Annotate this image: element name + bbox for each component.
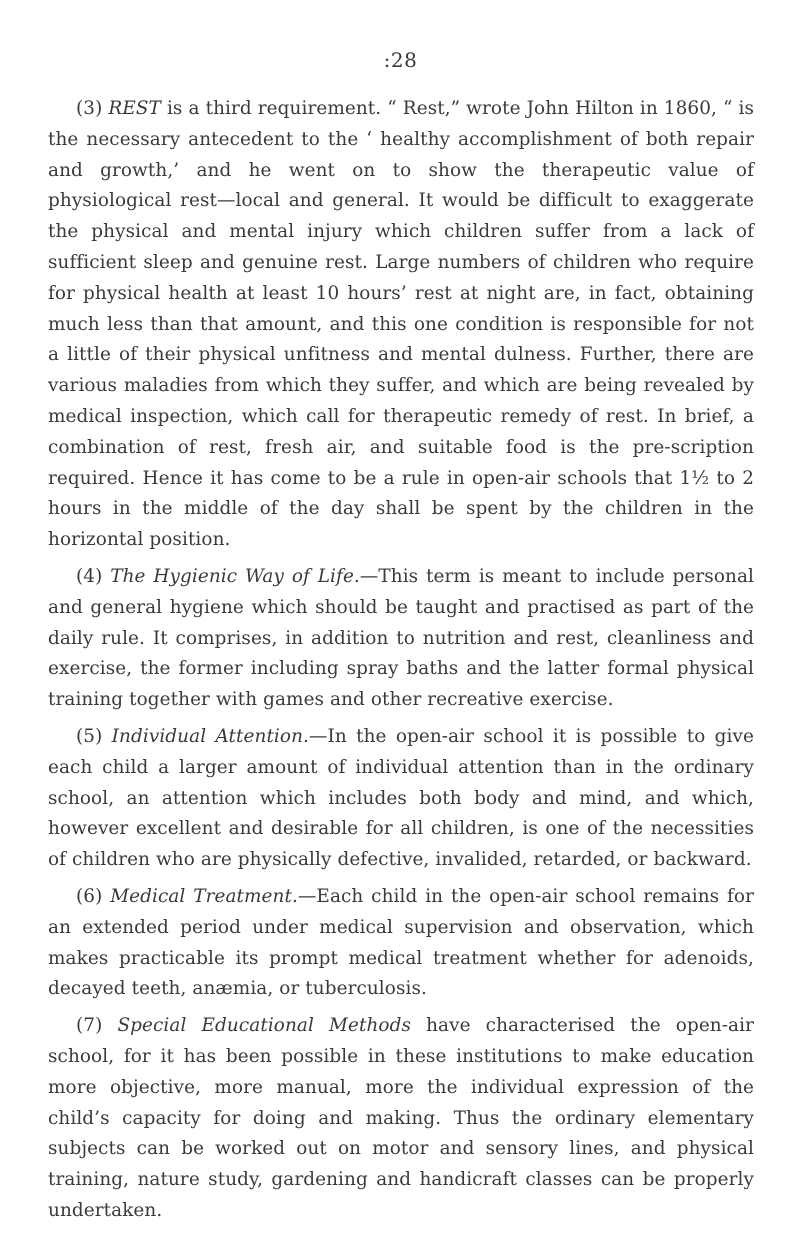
paragraph-body: have characterised the open-air school, for it has been possible in these institutions to make education more objective, more manual, more the individual expression of the child’s capacity for doing and making. Thus the ordinary elementary subjects can be worked out on motor and sensory lines, and physical training, nature study, gardening and handicraft classes can be properly undertaken. <box>48 1015 754 1221</box>
paragraph-rest <box>48 94 754 556</box>
paragraph-body: —This term is meant to include personal and general hygiene which should be taught and practised as part of the daily rule. It comprises, in addition to nutrition and rest, cleanliness and exercise, the former including spray baths and the latter formal physical training together with games and other recreative exercise. <box>48 565 754 711</box>
paragraph-number: (4) <box>76 565 103 587</box>
body-text <box>48 94 754 1233</box>
paragraph-heading: The Hygienic Way of Life. <box>110 565 360 587</box>
paragraph-body: —Each child in the open-air school remains for an extended period under medical supervision and observation, which makes practicable its prompt medical treatment whether for adenoids, decayed teeth, anæmia, or tuberculosis. <box>48 885 754 1000</box>
paragraph-heading: Medical Treatment. <box>110 885 298 907</box>
paragraph-number: (5) <box>76 725 103 747</box>
paragraph-number: (6) <box>76 885 103 907</box>
paragraph-hygienic-way <box>48 562 754 716</box>
paragraph-heading: Special Educational Methods <box>117 1015 411 1037</box>
paragraph-individual-attention <box>48 722 754 876</box>
paragraph-body: —In the open-air school it is possible to give each child a larger amount of individual attention than in the ordinary school, an attention which includes both body and mind, and which, however excellent and desirable for all children, is one of the necessities of children who are physically defective, invalided, retarded, or backward. <box>48 725 754 871</box>
paragraph-heading: Individual Attention. <box>111 725 309 747</box>
page-number: :28 <box>383 48 418 72</box>
paragraph-number: (3) <box>76 98 103 119</box>
paragraph-body: is a third requirement. “ Rest,” wrote John Hilton in 1860, “ is the necessary antecedent to the ‘ healthy accomplishment of both repair and growth,’ and he went on to show the therapeutic value of physiological rest—local and general. It would be difficult to exaggerate the physical and mental injury which children suffer from a lack of sufficient sleep and genuine rest. Large numbers of children who require for physical health at least 10 hours’ rest at night are, in fact, obtaining much less than that amount, and this one condition is responsible for not a little of their physical unfitness and mental dulness. Further, there are various maladies from which they suffer, and which are being revealed by medical inspection, which call for therapeutic remedy of rest. In brief, a combination of rest, fresh air, and suitable food is the pre-scription required. Hence it has come to be a rule in open-air schools that 1½ to 2 hours in the middle of the day shall be spent by the children in the horizontal position. <box>48 98 755 551</box>
paragraph-heading: REST <box>108 98 161 119</box>
paragraph-medical-treatment <box>48 882 754 1005</box>
paragraph-number: (7) <box>76 1015 103 1037</box>
paragraph-special-methods <box>48 1011 754 1227</box>
